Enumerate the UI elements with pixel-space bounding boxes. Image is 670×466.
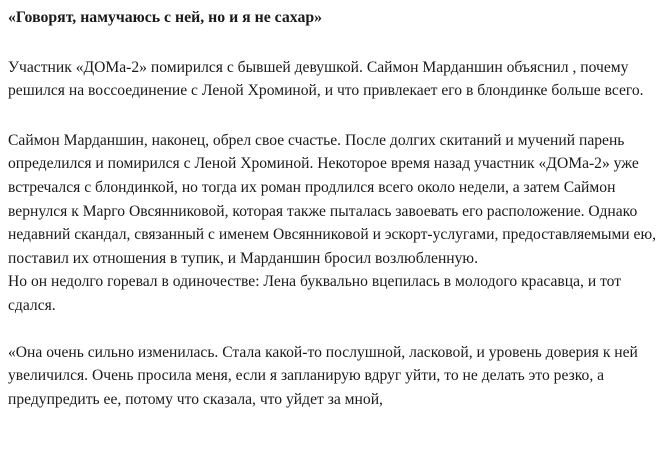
spacer — [8, 103, 662, 129]
article-quote-paragraph: «Она очень сильно изменилась. Стала какой-то послушной, ласковой, и уровень доверия к ней увеличился. Очень просила меня, если я запланирую вдруг уйти, то не делать это резко, а предупредить ее, потому что сказала, что уйдет за мной, — [8, 343, 638, 408]
article-body-paragraph-1: Саймон Марданшин, наконец, обрел свое счастье. После долгих скитаний и мучений парень определился и помирился с Леной Хроминой. Некоторое время назад участник «ДОМа-2» уже встречался с блондинкой, но тогда их роман продлился всего около недели, а затем Саймон вернулся к Марго Овсянниковой, которая также пыталась завоевать его расположение. Однако недавний скандал, связанный с именем Овсянниковой и эскорт-услугами, предоставляемыми ею, поставил их отношения в тупик, и Марданшин бросил возлюбленную. — [8, 131, 657, 267]
spacer — [8, 318, 662, 341]
article-headline: «Говорят, намучаюсь с ней, но и я не сахар» — [8, 9, 323, 26]
spacer — [8, 30, 662, 56]
article-lead-paragraph: Участник «ДОМа-2» помирился с бывшей девушкой. Саймон Марданшин объяснил , почему решился на воссоединение с Леной Хроминой, и что привлекает его в блондинке больше всего. — [8, 58, 644, 100]
article-body-paragraph-2: Но он недолго горевал в одиночестве: Лена буквально вцепилась в молодого красавца, и тот сдался. — [8, 273, 622, 314]
